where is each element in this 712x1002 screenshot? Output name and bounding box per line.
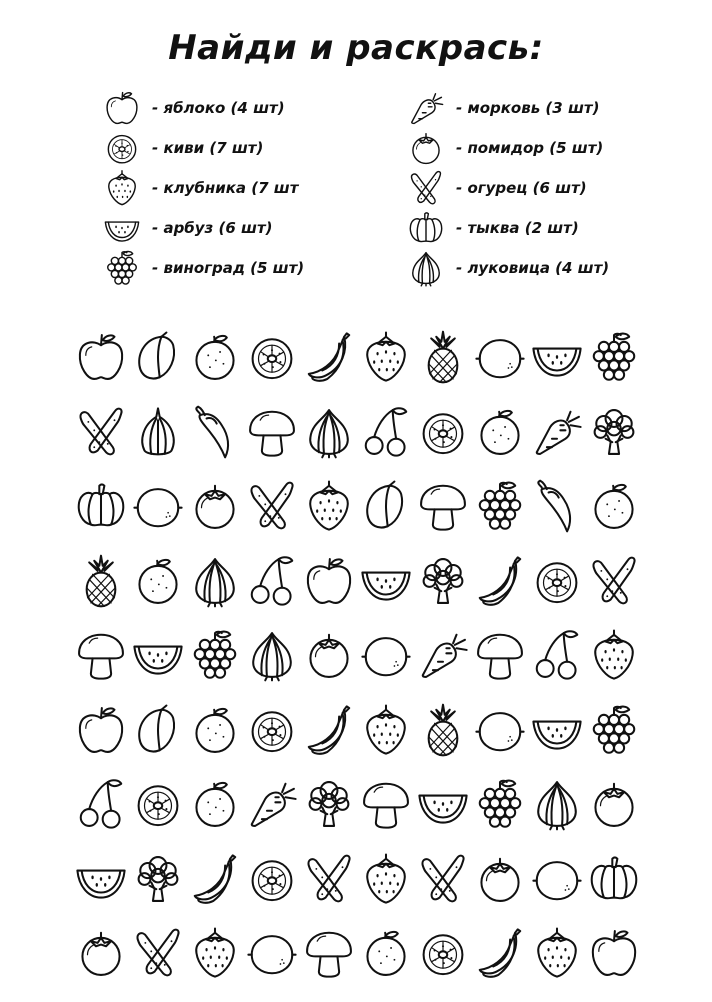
grid-cell[interactable] (414, 622, 471, 688)
grid-cell[interactable] (186, 622, 243, 688)
cucumber-icon (587, 550, 641, 612)
cucumber-icon (302, 848, 356, 910)
grid-cell[interactable] (129, 920, 186, 986)
grid-cell[interactable] (585, 846, 642, 912)
grid-cell[interactable] (471, 399, 528, 465)
legend-item (100, 88, 304, 128)
cucumber-icon (131, 922, 185, 984)
grid-cell[interactable] (129, 771, 186, 837)
grid-cell[interactable] (357, 473, 414, 539)
grid-cell[interactable] (186, 548, 243, 614)
kiwi-icon (416, 922, 470, 984)
grid-cell[interactable] (243, 548, 300, 614)
garlic-icon (131, 401, 185, 463)
orange-icon (188, 773, 242, 835)
grid-cell[interactable] (528, 920, 585, 986)
mango-icon (131, 699, 185, 761)
strawberry-icon (587, 624, 641, 686)
onion-icon (245, 624, 299, 686)
grid-cell[interactable] (129, 846, 186, 912)
apple-icon (100, 89, 144, 127)
kiwi-icon (245, 326, 299, 388)
strawberry-icon (302, 475, 356, 537)
orange-icon (188, 326, 242, 388)
legend-item (404, 208, 609, 248)
grid-cell[interactable] (186, 697, 243, 763)
carrot-icon (404, 89, 448, 127)
kiwi-icon (245, 848, 299, 910)
legend-label: - яблоко (4 шт) (152, 99, 285, 117)
grapes-icon (587, 326, 641, 388)
grid-cell[interactable] (72, 697, 129, 763)
grid-cell[interactable] (471, 771, 528, 837)
fruit-grid (72, 320, 642, 991)
page-title: Найди и раскрась: (168, 28, 544, 68)
grid-cell[interactable] (243, 399, 300, 465)
grid-cell[interactable] (471, 846, 528, 912)
mushroom-icon (473, 624, 527, 686)
kiwi-icon (416, 401, 470, 463)
grid-cell[interactable] (585, 622, 642, 688)
grapes-icon (100, 249, 144, 287)
apple-icon (302, 550, 356, 612)
grid-cell[interactable] (300, 697, 357, 763)
grid-cell[interactable] (414, 697, 471, 763)
legend-label: - морковь (3 шт) (456, 99, 600, 117)
carrot-icon (416, 624, 470, 686)
grid-cell[interactable] (300, 846, 357, 912)
broccoli-icon (131, 848, 185, 910)
lemon-icon (530, 848, 584, 910)
grid-cell[interactable] (72, 920, 129, 986)
tomato-icon (587, 773, 641, 835)
banana-icon (302, 326, 356, 388)
grid-cell[interactable] (585, 324, 642, 390)
mushroom-icon (416, 475, 470, 537)
legend-label: - помидор (5 шт) (456, 139, 604, 157)
onion-icon (530, 773, 584, 835)
grid-cell[interactable] (129, 473, 186, 539)
apple-icon (74, 699, 128, 761)
watermelon-icon (530, 699, 584, 761)
grid-cell[interactable] (528, 399, 585, 465)
cherry-icon (245, 550, 299, 612)
grid-row (72, 767, 642, 842)
lemon-icon (473, 699, 527, 761)
grid-cell[interactable] (300, 399, 357, 465)
kiwi-icon (100, 129, 144, 167)
tomato-icon (404, 129, 448, 167)
cucumber-icon (245, 475, 299, 537)
broccoli-icon (416, 550, 470, 612)
pepper-icon (530, 475, 584, 537)
banana-icon (473, 922, 527, 984)
grid-cell[interactable] (528, 846, 585, 912)
grid-cell[interactable] (528, 548, 585, 614)
pineapple-icon (416, 699, 470, 761)
legend-item (100, 168, 304, 208)
grid-cell[interactable] (243, 846, 300, 912)
apple-icon (74, 326, 128, 388)
grid-row (72, 618, 642, 693)
pineapple-icon (416, 326, 470, 388)
cucumber-icon (404, 169, 448, 207)
legend-label: - киви (7 шт) (152, 139, 264, 157)
grid-cell[interactable] (357, 846, 414, 912)
pepper-icon (188, 401, 242, 463)
watermelon-icon (100, 209, 144, 247)
legend-item (404, 168, 609, 208)
tomato-icon (473, 848, 527, 910)
kiwi-icon (530, 550, 584, 612)
grid-cell[interactable] (414, 399, 471, 465)
grid-cell[interactable] (357, 548, 414, 614)
grapes-icon (587, 699, 641, 761)
strawberry-icon (359, 699, 413, 761)
grid-cell[interactable] (72, 324, 129, 390)
banana-icon (188, 848, 242, 910)
legend-label: - луковица (4 шт) (456, 259, 610, 277)
banana-icon (302, 699, 356, 761)
grid-cell[interactable] (585, 399, 642, 465)
grid-cell[interactable] (186, 846, 243, 912)
lemon-icon (473, 326, 527, 388)
grid-row (72, 469, 642, 544)
strawberry-icon (530, 922, 584, 984)
strawberry-icon (100, 169, 144, 207)
grid-cell[interactable] (471, 473, 528, 539)
mushroom-icon (74, 624, 128, 686)
watermelon-icon (359, 550, 413, 612)
grid-cell[interactable] (72, 622, 129, 688)
grid-cell[interactable] (414, 920, 471, 986)
carrot-icon (530, 401, 584, 463)
grid-row (72, 320, 642, 395)
orange-icon (131, 550, 185, 612)
onion-icon (188, 550, 242, 612)
grid-cell[interactable] (129, 697, 186, 763)
lemon-icon (131, 475, 185, 537)
orange-icon (359, 922, 413, 984)
legend-right (404, 88, 609, 288)
grid-cell[interactable] (72, 399, 129, 465)
pumpkin-icon (404, 209, 448, 247)
grid-cell[interactable] (72, 846, 129, 912)
grid-cell[interactable] (72, 473, 129, 539)
grid-cell[interactable] (414, 473, 471, 539)
grid-cell[interactable] (357, 920, 414, 986)
legend-label: - арбуз (6 шт) (152, 219, 273, 237)
watermelon-icon (416, 773, 470, 835)
grid-cell[interactable] (528, 771, 585, 837)
legend-label: - клубника (7 шт (152, 179, 299, 197)
grid-row (72, 693, 642, 768)
legend-left (100, 88, 304, 288)
grid-cell[interactable] (186, 399, 243, 465)
mango-icon (359, 475, 413, 537)
legend-label: - тыква (2 шт) (456, 219, 579, 237)
grid-cell[interactable] (72, 548, 129, 614)
grid-cell[interactable] (243, 771, 300, 837)
grid-cell[interactable] (243, 473, 300, 539)
kiwi-icon (131, 773, 185, 835)
grid-cell[interactable] (414, 548, 471, 614)
grid-cell[interactable] (414, 771, 471, 837)
lemon-icon (359, 624, 413, 686)
grid-cell[interactable] (243, 920, 300, 986)
tomato-icon (188, 475, 242, 537)
mushroom-icon (359, 773, 413, 835)
watermelon-icon (530, 326, 584, 388)
grid-cell[interactable] (585, 771, 642, 837)
legend-item (404, 128, 609, 168)
grid-cell[interactable] (72, 771, 129, 837)
grid-cell[interactable] (243, 324, 300, 390)
grid-cell[interactable] (186, 473, 243, 539)
grid-cell[interactable] (129, 399, 186, 465)
grid-cell[interactable] (357, 622, 414, 688)
grid-cell[interactable] (300, 324, 357, 390)
grid-row (72, 395, 642, 470)
legend-label: - огурец (6 шт) (456, 179, 587, 197)
legend-item (100, 208, 304, 248)
broccoli-icon (587, 401, 641, 463)
onion-icon (404, 249, 448, 287)
grid-cell[interactable] (585, 473, 642, 539)
tomato-icon (302, 624, 356, 686)
legend-item (100, 128, 304, 168)
pineapple-icon (74, 550, 128, 612)
grid-cell[interactable] (528, 324, 585, 390)
banana-icon (473, 550, 527, 612)
legend-item (404, 248, 609, 288)
tomato-icon (74, 922, 128, 984)
grid-cell[interactable] (585, 697, 642, 763)
kiwi-icon (245, 699, 299, 761)
grid-cell[interactable] (186, 920, 243, 986)
cucumber-icon (416, 848, 470, 910)
grid-cell[interactable] (243, 622, 300, 688)
cherry-icon (530, 624, 584, 686)
broccoli-icon (302, 773, 356, 835)
cherry-icon (359, 401, 413, 463)
orange-icon (473, 401, 527, 463)
grid-cell[interactable] (357, 324, 414, 390)
grid-cell[interactable] (414, 846, 471, 912)
onion-icon (302, 401, 356, 463)
grid-cell[interactable] (471, 548, 528, 614)
grid-cell[interactable] (471, 324, 528, 390)
grid-cell[interactable] (300, 473, 357, 539)
grid-cell[interactable] (528, 697, 585, 763)
grid-cell[interactable] (300, 920, 357, 986)
grid-cell[interactable] (414, 324, 471, 390)
grapes-icon (473, 773, 527, 835)
watermelon-icon (131, 624, 185, 686)
mushroom-icon (245, 401, 299, 463)
carrot-icon (245, 773, 299, 835)
legend-item (100, 248, 304, 288)
grid-cell[interactable] (471, 920, 528, 986)
grid-cell[interactable] (585, 920, 642, 986)
grid-cell[interactable] (129, 548, 186, 614)
grapes-icon (188, 624, 242, 686)
grid-cell[interactable] (300, 548, 357, 614)
mango-icon (131, 326, 185, 388)
grid-cell[interactable] (129, 622, 186, 688)
legend-label: - виноград (5 шт) (152, 259, 305, 277)
pumpkin-icon (74, 475, 128, 537)
watermelon-icon (74, 848, 128, 910)
strawberry-icon (359, 848, 413, 910)
grid-cell[interactable] (585, 548, 642, 614)
grid-row (72, 916, 642, 991)
mushroom-icon (302, 922, 356, 984)
strawberry-icon (359, 326, 413, 388)
cucumber-icon (74, 401, 128, 463)
grid-cell[interactable] (300, 622, 357, 688)
pumpkin-icon (587, 848, 641, 910)
grid-cell[interactable] (357, 771, 414, 837)
grid-row (72, 544, 642, 619)
grapes-icon (473, 475, 527, 537)
lemon-icon (245, 922, 299, 984)
strawberry-icon (188, 922, 242, 984)
grid-cell[interactable] (471, 622, 528, 688)
grid-cell[interactable] (186, 324, 243, 390)
grid-cell[interactable] (528, 622, 585, 688)
grid-cell[interactable] (528, 473, 585, 539)
grid-cell[interactable] (357, 697, 414, 763)
apple-icon (587, 922, 641, 984)
legend-item (404, 88, 609, 128)
grid-cell[interactable] (243, 697, 300, 763)
orange-icon (587, 475, 641, 537)
grid-cell[interactable] (471, 697, 528, 763)
grid-cell[interactable] (186, 771, 243, 837)
grid-cell[interactable] (129, 324, 186, 390)
grid-cell[interactable] (300, 771, 357, 837)
orange-icon (188, 699, 242, 761)
grid-cell[interactable] (357, 399, 414, 465)
cherry-icon (74, 773, 128, 835)
grid-row (72, 842, 642, 917)
